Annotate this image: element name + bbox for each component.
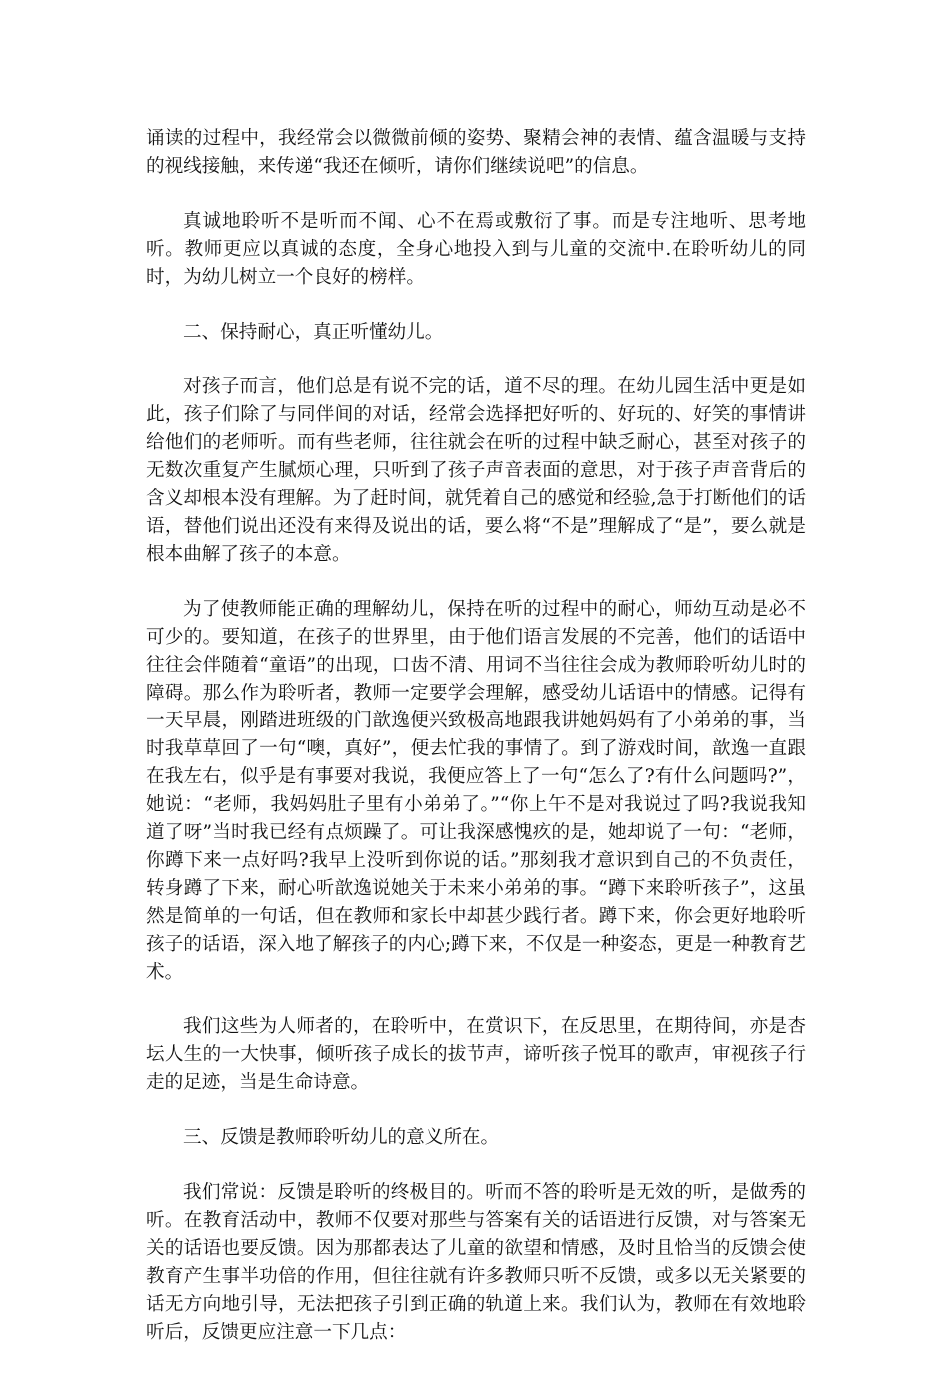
paragraph-listening-posture: 诵读的过程中，我经常会以微微前倾的姿势、聚精会神的表情、蕴含温暖与支持的视线接触，来传递“我还在倾听，请你们继续说吧”的信息。 xyxy=(146,128,806,177)
paragraph-children-talk: 对孩子而言，他们总是有说不完的话，道不尽的理。在幼儿园生活中更是如此，孩子们除了与同伴间的对话，经常会选择把好听的、好玩的、好笑的事情讲给他们的老师听。而有些老师，往往就会在听的过程中缺乏耐心，甚至对孩子的无数次重复产生腻烦心理，只听到了孩子声音表面的意思，对于孩子声音背后的含义却根本没有理解。为了赶时间，就凭着自己的感觉和经验,急于打断他们的话语，替他们说出还没有来得及说出的话，要么将“不是”理解成了“是”，要么就是根本曲解了孩子的本意。 xyxy=(146,376,806,565)
section-heading-feedback: 三、反馈是教师聆听幼儿的意义所在。 xyxy=(183,1127,500,1149)
paragraph-feedback-purpose: 我们常说：反馈是聆听的终极目的。听而不答的聆听是无效的听，是做秀的听。在教育活动中，教师不仅要对那些与答案有关的话语进行反馈，对与答案无关的话语也要反馈。因为那都表达了儿童的欲望和情感，及时且恰当的反馈会使教育产生事半功倍的作用，但往往就有许多教师只听不反馈，或多以无关紧要的话无方向地引导，无法把孩子引到正确的轨道上来。我们认为，教师在有效地聆听后，反馈更应注意一下几点： xyxy=(146,1182,806,1343)
section-heading-patience: 二、保持耐心，真正听懂幼儿。 xyxy=(183,321,444,343)
paragraph-teacher-reflection: 我们这些为人师者的，在聆听中，在赏识下，在反思里，在期待间，亦是杏坛人生的一大快事，倾听孩子成长的拔节声，谛听孩子悦耳的歌声，审视孩子行走的足迹，当是生命诗意。 xyxy=(146,1016,806,1094)
paragraph-sincere-listening: 真诚地聆听不是听而不闻、心不在焉或敷衍了事。而是专注地听、思考地听。教师更应以真诚的态度，全身心地投入到与儿童的交流中.在聆听幼儿的同时，为幼儿树立一个良好的榜样。 xyxy=(146,210,806,288)
paragraph-teacher-child-interaction: 为了使教师能正确的理解幼儿，保持在听的过程中的耐心，师幼互动是必不可少的。要知道，在孩子的世界里，由于他们语言发展的不完善，他们的话语中往往会伴随着“童语”的出现，口齿不清、用词不当往往会成为教师聆听幼儿时的障碍。那么作为聆听者，教师一定要学会理解，感受幼儿话语中的情感。记得有一天早晨，刚踏进班级的门歆逸便兴致极高地跟我讲她妈妈有了小弟弟的事，当时我草草回了一句“噢，真好”，便去忙我的事情了。到了游戏时间，歆逸一直跟在我左右，似乎是有事要对我说，我便应答上了一句“怎么了?有什么问题吗?”，她说：“老师，我妈妈肚子里有小弟弟了。”“你上午不是对我说过了吗?我说我知道了呀”当时我已经有点烦躁了。可让我深感愧疚的是，她却说了一句：“老师，你蹲下来一点好吗?我早上没听到你说的话。”那刻我才意识到自己的不负责任，转身蹲了下来，耐心听歆逸说她关于未来小弟弟的事。“蹲下来聆听孩子”，这虽然是简单的一句话，但在教师和家长中却甚少践行者。蹲下来，你会更好地聆听孩子的话语，深入地了解孩子的内心;蹲下来，不仅是一种姿态，更是一种教育艺术。 xyxy=(146,598,806,983)
document-body xyxy=(146,125,806,1374)
